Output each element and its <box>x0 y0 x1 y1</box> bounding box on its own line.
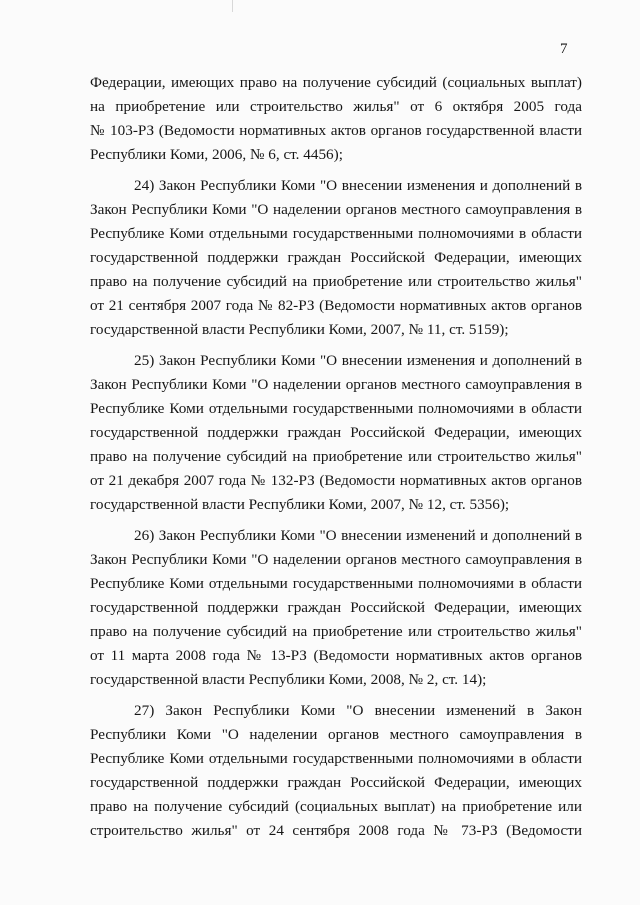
text-line: Республики Коми "О наделении органов местного самоуправления в <box>90 726 582 743</box>
paragraph-gap <box>90 517 582 524</box>
text-line: Закон Республики Коми "О наделении органов местного самоуправления в <box>90 551 582 568</box>
page-number: 7 <box>560 41 568 57</box>
text-line: государственной поддержки граждан Российской Федерации, имеющих <box>90 424 582 441</box>
text-line: Закон Республики Коми "О наделении органов местного самоуправления в <box>90 376 582 393</box>
text-line: от 11 марта 2008 года № 13-РЗ (Ведомости нормативных актов органов <box>90 647 582 664</box>
paragraph-first-line: 25) Закон Республики Коми "О внесении изменения и дополнений в <box>134 352 582 369</box>
text-line: на приобретение или строительство жилья" от 6 октября 2005 года <box>90 98 582 115</box>
text-line: Республике Коми отдельными государственными полномочиями в области <box>90 750 582 767</box>
paragraph-gap <box>90 692 582 699</box>
text-line: № 103-РЗ (Ведомости нормативных актов органов государственной власти <box>90 122 582 139</box>
text-line: государственной поддержки граждан Российской Федерации, имеющих <box>90 599 582 616</box>
text-line: строительство жилья" от 24 сентября 2008 года № 73-РЗ (Ведомости <box>90 822 582 839</box>
text-line: Республике Коми отдельными государственными полномочиями в области <box>90 575 582 592</box>
text-line: государственной поддержки граждан Российской Федерации, имеющих <box>90 774 582 791</box>
text-line: Республике Коми отдельными государственными полномочиями в области <box>90 225 582 242</box>
paragraph-first-line: 26) Закон Республики Коми "О внесении изменений и дополнений в <box>134 527 582 544</box>
text-line: право на получение субсидий на приобретение или строительство жилья" <box>90 623 582 640</box>
text-line: государственной власти Республики Коми, 2007, № 11, ст. 5159); <box>90 321 509 338</box>
document-body <box>90 71 582 843</box>
paragraph-first-line: 27) Закон Республики Коми "О внесении изменений в Закон <box>134 702 582 719</box>
text-line: государственной поддержки граждан Российской Федерации, имеющих <box>90 249 582 266</box>
paragraph-gap <box>90 342 582 349</box>
text-line: от 21 сентября 2007 года № 82-РЗ (Ведомости нормативных актов органов <box>90 297 582 314</box>
text-line: право на получение субсидий на приобретение или строительство жилья" <box>90 273 582 290</box>
paragraph-first-line: 24) Закон Республики Коми "О внесении изменения и дополнений в <box>134 177 582 194</box>
text-line: право на получение субсидий на приобретение или строительство жилья" <box>90 448 582 465</box>
text-line: Республики Коми, 2006, № 6, ст. 4456); <box>90 146 343 163</box>
text-line: Федерации, имеющих право на получение субсидий (социальных выплат) <box>90 74 582 91</box>
text-line: Республике Коми отдельными государственными полномочиями в области <box>90 400 582 417</box>
scan-artifact-mark <box>232 0 233 12</box>
text-line: государственной власти Республики Коми, 2008, № 2, ст. 14); <box>90 671 487 688</box>
text-line: Закон Республики Коми "О наделении органов местного самоуправления в <box>90 201 582 218</box>
text-line: право на получение субсидий (социальных выплат) на приобретение или <box>90 798 582 815</box>
text-line: от 21 декабря 2007 года № 132-РЗ (Ведомости нормативных актов органов <box>90 472 582 489</box>
text-line: государственной власти Республики Коми, 2007, № 12, ст. 5356); <box>90 496 510 513</box>
paragraph-gap <box>90 167 582 174</box>
